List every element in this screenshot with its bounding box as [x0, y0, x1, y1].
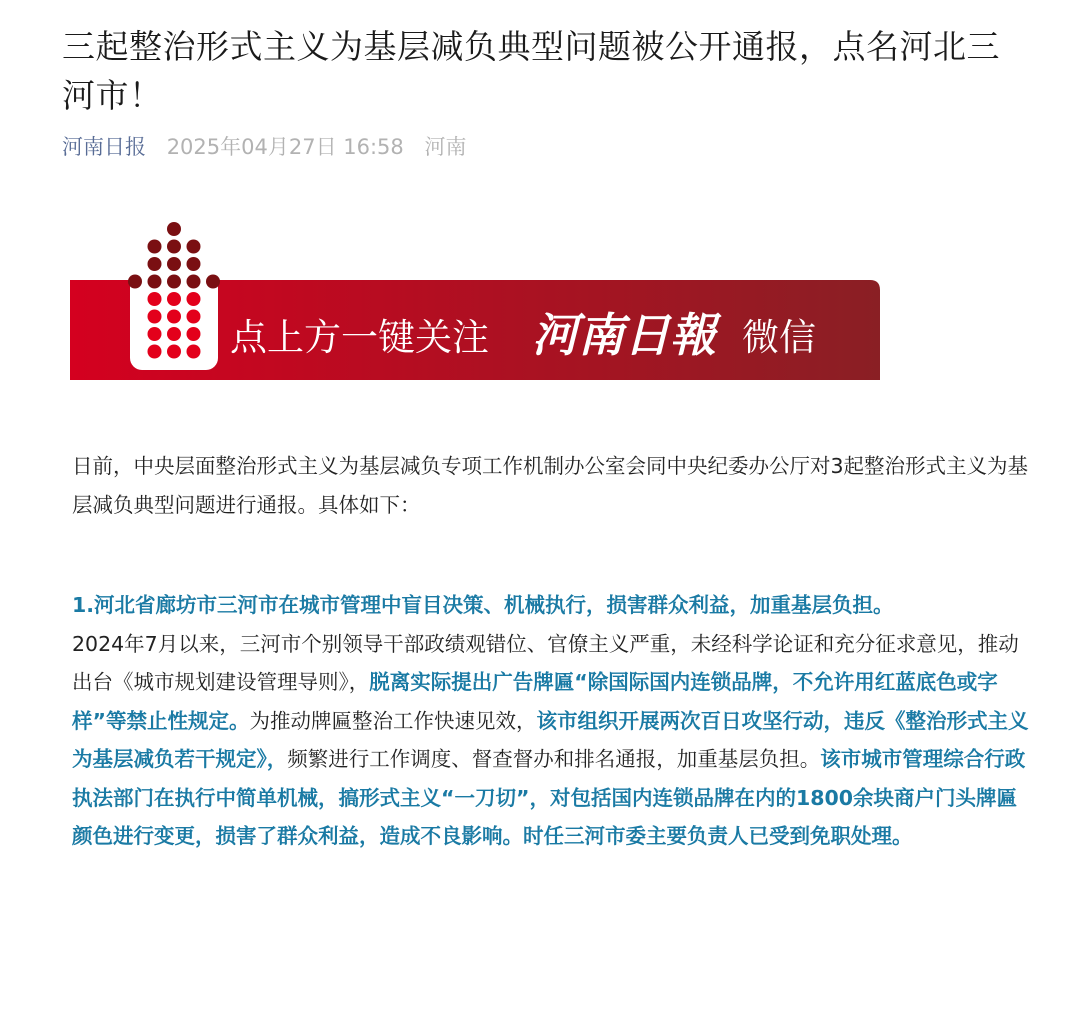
- case-1-highlight-a: 脱离实际提出广告牌匾“除国际国内连锁品牌，不允许用红蓝底色或字样”等禁止性规定。: [72, 670, 998, 733]
- logo-dot: [167, 240, 181, 254]
- logo-dot: [167, 310, 181, 324]
- banner-dot-logo-icon: [128, 222, 220, 370]
- publish-region: 河南: [424, 135, 467, 159]
- logo-dot: [206, 275, 220, 289]
- logo-dot: [187, 240, 201, 254]
- follow-banner-graphic: [70, 218, 880, 380]
- case-1-text-c: 频繁进行工作调度、督查督办和排名通报，加重基层负担。: [287, 747, 821, 771]
- henan-daily-logo: 河南日報: [532, 308, 716, 362]
- article-title: 三起整治形式主义为基层减负典型问题被公开通报，点名河北三河市！: [62, 27, 1000, 115]
- logo-dot: [187, 275, 201, 289]
- logo-dot: [148, 292, 162, 306]
- publish-date: 2025年04月27日 16:58: [166, 135, 404, 159]
- logo-dot: [148, 327, 162, 341]
- article-body: [72, 447, 1032, 856]
- case-1-text-b: 为推动牌匾整治工作快速见效，: [249, 708, 537, 733]
- banner-follow-text: 点上方一键关注: [230, 317, 489, 358]
- source-link[interactable]: 河南日报: [62, 135, 146, 159]
- intro-paragraph: 日前，中央层面整治形式主义为基层减负专项工作机制办公室会同中央纪委办公厅对3起整治形式主义为基层减负典型问题进行通报。具体如下：: [72, 454, 1029, 517]
- logo-dot: [148, 275, 162, 289]
- logo-dot: [167, 222, 181, 236]
- follow-banner[interactable]: [70, 218, 880, 380]
- logo-dot: [167, 345, 181, 359]
- logo-dot: [128, 275, 142, 289]
- logo-dot: [167, 275, 181, 289]
- logo-dot: [148, 257, 162, 271]
- case-1-highlight-c: 该市城市管理综合行政执法部门在执行中简单机械，搞形式主义“一刀切”，对包括国内连锁品牌在内的1800余块商户门头牌匾颜色进行变更，损害了群众利益，造成不良影响。时任三河市委主要负责人已受到免职处理。: [72, 747, 1026, 848]
- logo-dot: [148, 310, 162, 324]
- logo-dot: [187, 345, 201, 359]
- case-1-highlight-b: 该市组织开展两次百日攻坚行动，违反《整治形式主义为基层减负若干规定》，: [72, 708, 1029, 771]
- logo-dot: [187, 257, 201, 271]
- banner-wechat-text: 微信: [742, 317, 816, 358]
- case-1-paragraph: [72, 625, 1032, 856]
- logo-dot: [187, 292, 201, 306]
- article-meta: [62, 131, 466, 163]
- logo-dot: [148, 240, 162, 254]
- logo-dot: [187, 310, 201, 324]
- logo-dot: [187, 327, 201, 341]
- logo-dot: [167, 257, 181, 271]
- logo-dot: [167, 327, 181, 341]
- logo-dot: [167, 292, 181, 306]
- logo-dot: [148, 345, 162, 359]
- case-1-heading: 1.河北省廊坊市三河市在城市管理中盲目决策、机械执行，损害群众利益，加重基层负担。: [72, 593, 894, 617]
- case-1-text-a: 2024年7月以来，三河市个别领导干部政绩观错位、官僚主义严重，未经科学论证和充分征求意见，推动出台《城市规划建设管理导则》，: [72, 631, 1019, 694]
